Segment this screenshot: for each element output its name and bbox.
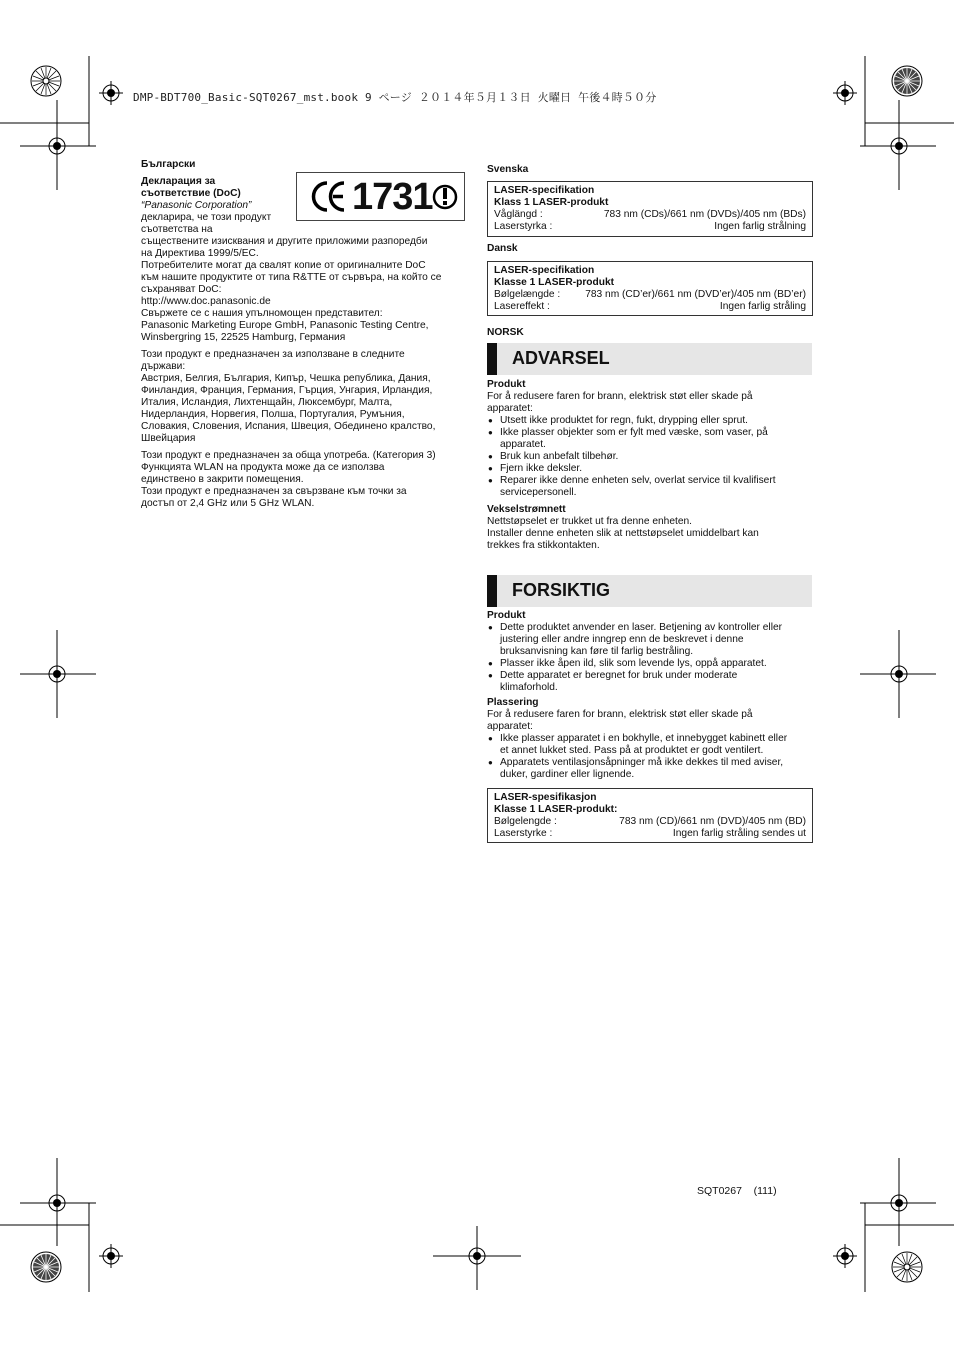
list-item xyxy=(487,463,813,475)
text-line: Този продукт е предназначен за свързване към точки за xyxy=(141,486,407,497)
text-line: Нидерландия, Норвегия, Полша, Португалия, Румъния, xyxy=(141,409,405,420)
text-line: Швейцария xyxy=(141,433,196,444)
power-value: Ingen farlig stråling sendes ut xyxy=(672,828,806,839)
text-line: Този продукт е предназначен за използване в следните xyxy=(141,349,405,360)
banner-stripe xyxy=(487,575,497,607)
produkt-heading: Produkt xyxy=(487,379,526,390)
doc-title-line2: съответствие (DoC) xyxy=(141,188,241,199)
svenska-laser-box xyxy=(487,181,813,237)
forsiktig-body xyxy=(487,610,813,781)
list-item-line: ● Utsett ikke produktet for regn, fukt, drypping eller sprut. xyxy=(500,415,749,426)
norsk-heading: NORSK xyxy=(487,327,524,338)
text-line: Installer denne enheten slik at nettstøpselet umiddelbart kan xyxy=(487,528,759,539)
text-line: съхраняват DoC: xyxy=(141,284,222,295)
list-item xyxy=(487,451,813,463)
laser-box-title: LASER-specifikation xyxy=(494,265,595,276)
text-line: http://www.doc.panasonic.de xyxy=(141,296,271,307)
forsiktig-title: FORSIKTIG xyxy=(512,580,610,600)
page-number: (111) xyxy=(753,1185,777,1197)
advarsel-banner xyxy=(487,343,812,375)
power-label: Laserstyrka : xyxy=(494,221,553,232)
list-item-line: bruksanvisning kan føre til farlig bestråling. xyxy=(500,646,694,657)
text-line: държави: xyxy=(141,361,186,372)
text-line: на Директива 1999/5/EC. xyxy=(141,248,259,259)
veksel-text xyxy=(487,516,813,552)
list-item xyxy=(487,415,813,427)
page-footer xyxy=(697,1185,777,1197)
list-item-line: apparatet. xyxy=(500,439,546,450)
wavelength-label: Bølgelengde : xyxy=(494,816,557,827)
list-item xyxy=(487,475,813,499)
text-line: Финландия, Франция, Германия, Гърция, Унгария, Ирландия, xyxy=(141,385,433,396)
plassering-list xyxy=(487,733,813,781)
veksel-heading: Vekselstrømnett xyxy=(487,504,566,515)
power-value: Ingen farlig stråling xyxy=(719,301,806,312)
advarsel-body xyxy=(487,379,813,552)
text-line: apparatet: xyxy=(487,403,533,414)
list-item-line: duker, gardiner eller lignende. xyxy=(500,769,635,780)
list-item-line: ● Reparer ikke denne enheten selv, overlat service til kvalifisert xyxy=(500,475,776,486)
text-line: декларира, че този продукт xyxy=(141,212,272,223)
laser-box-class: Klasse 1 LASER-produkt xyxy=(494,277,615,288)
text-line: Свържете се с нашия упълномощен представител: xyxy=(141,308,383,319)
list-item-line: justering eller andre inngrep enn de beskrevet i denne xyxy=(500,634,744,645)
doc-title-line1: Декларация за xyxy=(141,176,216,187)
list-item-line: ● Apparatets ventilasjonsåpninger må ikke dekkes til med aviser, xyxy=(500,757,784,768)
advarsel-title: ADVARSEL xyxy=(512,348,610,368)
text-line: Словакия, Словения, Испания, Швеция, Обединено кралство, xyxy=(141,421,436,432)
list-item-line: et annet lukket sted. Pass på at produktet er godt ventilert. xyxy=(500,745,764,756)
text-line: Потребителите могат да свалят копие от оригиналните DoC xyxy=(141,260,426,271)
text-line: достъп от 2,4 GHz или 5 GHz WLAN. xyxy=(141,498,315,509)
power-value: Ingen farlig strålning xyxy=(714,221,806,232)
svenska-heading: Svenska xyxy=(487,164,529,175)
list-item xyxy=(487,427,813,451)
produkt2-list xyxy=(487,622,813,694)
wavelength-label: Bølgelængde : xyxy=(494,289,561,300)
text-line: apparatet: xyxy=(487,721,533,732)
text-line: Panasonic Marketing Europe GmbH, Panasonic Testing Centre, xyxy=(141,320,429,331)
norsk-laser-box xyxy=(487,788,813,843)
list-item-line: ● Fjern ikke deksler. xyxy=(500,463,583,474)
ce-number: 1731 xyxy=(352,176,433,218)
list-item xyxy=(487,658,813,670)
text-line: Италия, Исландия, Лихтенщайн, Люксембург, Малта, xyxy=(141,397,393,408)
text-line: For å redusere faren for brann, elektrisk støt eller skade på xyxy=(487,391,753,402)
wavelength-value: 783 nm (CD’er)/661 nm (DVD’er)/405 nm (BD’er) xyxy=(585,289,806,300)
list-item-line: klimaforhold. xyxy=(500,682,558,693)
text-line: Този продукт е предназначен за обща употреба. (Категория 3) xyxy=(141,450,436,461)
text-line: към нашите продуктите от типа R&TTE от сървъра, на който се xyxy=(141,272,442,283)
forsiktig-banner xyxy=(487,575,812,607)
list-item-line: ● Ikke plasser objekter som er fylt med væske, som vaser, på xyxy=(500,427,768,438)
corp-name: “Panasonic Corporation” xyxy=(141,200,252,211)
list-item xyxy=(487,622,813,658)
power-label: Lasereffekt : xyxy=(494,301,550,312)
list-item-line: ● Dette produktet anvender en laser. Betjening av kontroller eller xyxy=(500,622,783,633)
list-item-line: ● Ikke plasser apparatet i en bokhylle, et innebygget kabinett eller xyxy=(500,733,788,744)
dansk-laser-box xyxy=(487,261,813,316)
text-line: съответства на xyxy=(141,224,213,235)
power-label: Laserstyrke : xyxy=(494,828,553,839)
text-line: съществените изисквания и другите приложими разпоредби xyxy=(141,236,428,247)
text-line: Winsbergring 15, 22525 Hamburg, Германия xyxy=(141,332,346,343)
usage-paragraph xyxy=(141,450,466,510)
list-item xyxy=(487,733,813,757)
text-line: единствено в закрити помещения. xyxy=(141,474,304,485)
plassering-heading: Plassering xyxy=(487,697,539,708)
wavelength-value: 783 nm (CDs)/661 nm (DVDs)/405 nm (BDs) xyxy=(603,209,806,220)
laser-box-class: Klasse 1 LASER-produkt: xyxy=(494,804,618,815)
wavelength-label: Våglängd : xyxy=(494,209,543,220)
text-line: Австрия, Белгия, България, Кипър, Чешка република, Дания, xyxy=(141,373,431,384)
countries-paragraph xyxy=(141,349,466,445)
list-item xyxy=(487,670,813,694)
text-line: Функцията WLAN на продукта може да се използва xyxy=(141,462,385,473)
list-item-line: servicepersonell. xyxy=(500,487,577,498)
list-item-line: ● Dette apparatet er beregnet for bruk under moderate xyxy=(500,670,738,681)
book-header: DMP-BDT700_Basic-SQT0267_mst.book 9 ページ ２０１４年５月１３日 火曜日 午後４時５０分 xyxy=(133,91,657,104)
banner-stripe xyxy=(487,343,497,375)
doc-code: SQT0267 xyxy=(697,1185,742,1197)
wavelength-value: 783 nm (CD)/661 nm (DVD)/405 nm (BD) xyxy=(619,816,806,827)
bulgarian-heading: Български xyxy=(141,159,196,170)
text-line: trekkes fra stikkontakten. xyxy=(487,540,600,551)
text-line: For å redusere faren for brann, elektrisk støt eller skade på xyxy=(487,709,753,720)
doc-body xyxy=(141,212,466,344)
dansk-heading: Dansk xyxy=(487,243,518,254)
list-item-line: ● Bruk kun anbefalt tilbehør. xyxy=(500,451,619,462)
laser-box-title: LASER-specifikation xyxy=(494,185,595,196)
list-item-line: ● Plasser ikke åpen ild, slik som levende lys, oppå apparatet. xyxy=(500,658,767,669)
produkt2-heading: Produkt xyxy=(487,610,526,621)
produkt-intro xyxy=(487,391,813,415)
list-item xyxy=(487,757,813,781)
plassering-intro xyxy=(487,709,813,733)
laser-box-class: Klass 1 LASER-produkt xyxy=(494,197,609,208)
produkt-list xyxy=(487,415,813,499)
text-line: Nettstøpselet er trukket ut fra denne enheten. xyxy=(487,516,692,527)
ce-mark xyxy=(296,172,465,221)
laser-box-title: LASER-spesifikasjon xyxy=(494,792,597,803)
